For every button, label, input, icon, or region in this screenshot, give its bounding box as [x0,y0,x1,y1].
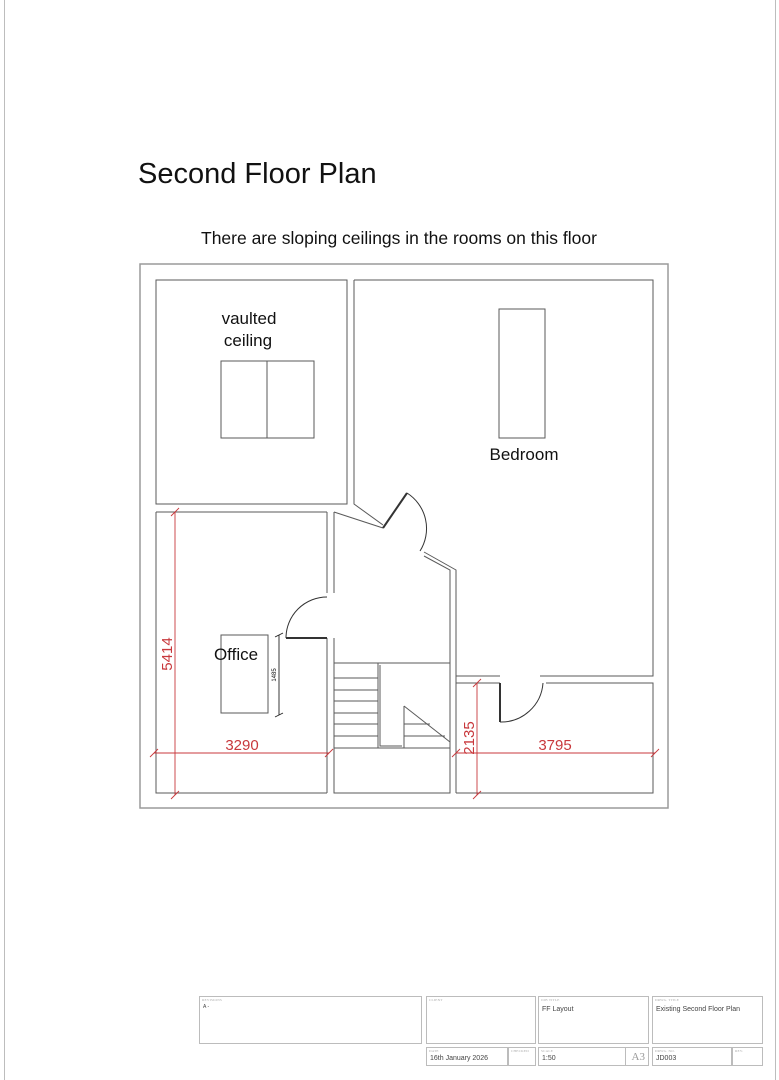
tb-date-label: DATE [429,1049,439,1053]
drawing-title: Second Floor Plan [138,158,377,190]
doors [286,493,543,722]
tb-drawing-no-value: JD003 [656,1055,677,1062]
tb-date [426,1047,508,1066]
tb-date-value: 16th January 2026 [430,1055,488,1062]
dim-desk-length: 1485 [272,668,278,682]
tb-job-title-value: FF Layout [542,1006,574,1013]
tb-drawing-title-label: DRWG. TITLE [655,998,680,1002]
dim-office-height: 5414 [159,637,176,671]
tb-client [426,996,536,1044]
dim-bathroom-width: 3795 [538,737,572,754]
bedroom-roof-light [499,309,545,438]
tb-checked [508,1047,536,1066]
tb-rev [732,1047,763,1066]
tb-checked-label: CHECKED [511,1049,529,1053]
tb-rev-label: REV. [735,1049,744,1053]
tb-drawing-no [652,1047,732,1066]
tb-scale-divider [625,1048,626,1065]
tb-job-title-label: JOB TITLE [541,998,560,1002]
bedroom-wall [354,280,653,676]
dim-office-width: 3290 [225,737,259,754]
tb-scale [538,1047,649,1066]
drawing-note: There are sloping ceilings in the rooms on this floor [201,228,597,248]
tb-revisions [199,996,422,1044]
internal-walls [156,280,653,793]
tb-scale-value: 1:50 [542,1055,556,1062]
vaulted-label-line2: ceiling [223,331,273,350]
tb-drawing-title-value: Existing Second Floor Plan [656,1006,741,1013]
tb-revisions-value: A - [203,1004,210,1010]
tb-client-label: CLIENT [429,998,443,1002]
tb-paper-size: A3 [631,1051,645,1063]
tb-scale-label: SCALE [541,1049,554,1053]
office-label: Office [213,645,259,664]
bedroom-label: Bedroom [489,445,559,464]
tb-revisions-label: REVISIONS [202,998,223,1002]
dim-bathroom-height: 2135 [461,721,478,755]
tb-drawing-no-label: DRWG. NO. [655,1049,675,1053]
vaulted-label-line1: vaulted [221,309,277,328]
tb-job-title [538,996,649,1044]
tb-drawing-title [652,996,763,1044]
